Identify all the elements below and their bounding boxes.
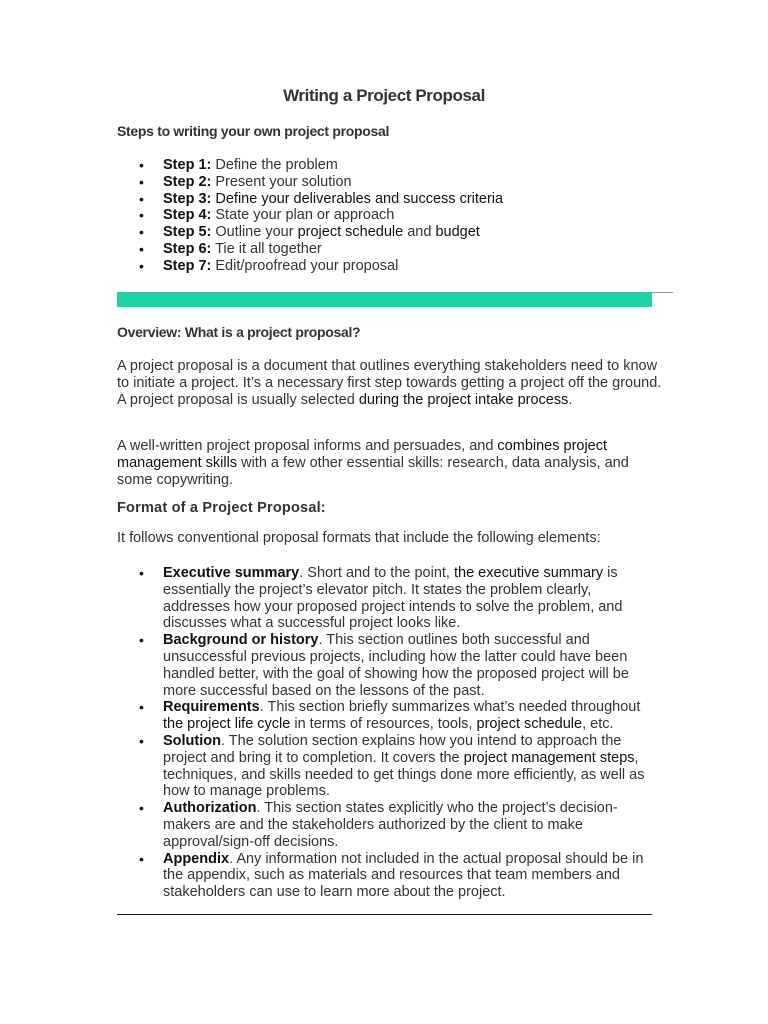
- body-text: Define the problem: [211, 157, 338, 173]
- step-item: [117, 258, 657, 275]
- inline-link[interactable]: project management steps: [463, 749, 635, 766]
- element-item: [117, 733, 657, 800]
- step-item: [117, 224, 657, 241]
- overview-paragraph-1: [117, 358, 662, 408]
- body-text: A well-written project proposal informs and persuades, and: [117, 438, 498, 454]
- inline-link[interactable]: during the project intake process: [358, 391, 569, 408]
- body-text: . Any information not included in the actual proposal should be in the appendix, such as materials and resources that team members and stakeholders can use to learn more about the project.: [163, 850, 644, 901]
- body-text: Edit/proofread your proposal: [211, 257, 399, 274]
- body-text: . Short and to the point,: [299, 565, 454, 581]
- inline-link[interactable]: the executive summary: [454, 565, 604, 581]
- element-item: [117, 800, 657, 850]
- element-item: [117, 851, 657, 901]
- format-heading: Format of a Project Proposal:: [117, 500, 326, 516]
- document-title: Writing a Project Proposal: [283, 86, 485, 105]
- body-text: .: [568, 391, 573, 408]
- divider-line: [652, 292, 673, 293]
- step-item-label: Step 6:: [163, 240, 212, 257]
- body-text: Outline your: [211, 224, 298, 241]
- body-text: . This section outlines both successful and unsuccessful previous projects, including how the latter could have been handled better, with the goal of showing how the proposed project will be more successful based on the lessons of the past.: [163, 632, 629, 699]
- body-text: in terms of resources, tools,: [290, 716, 477, 733]
- step-item-label: Step 1:: [163, 157, 212, 173]
- body-text: . This section briefly summarizes what’s needed throughout: [259, 699, 641, 716]
- step-item-label: Step 5:: [163, 224, 212, 241]
- step-item: [117, 207, 657, 224]
- step-item-label: Step 2:: [163, 173, 212, 190]
- step-item: [117, 174, 657, 191]
- step-item: [117, 241, 657, 258]
- bottom-rule: [117, 914, 652, 915]
- element-item-label: Authorization: [163, 800, 257, 817]
- step-item-label: Step 7:: [163, 257, 212, 274]
- element-item-label: Requirements: [163, 699, 260, 716]
- inline-link[interactable]: Define your deliverables and success criteria: [215, 190, 504, 207]
- overview-paragraph-2: [117, 438, 662, 488]
- step-item: [117, 191, 657, 208]
- body-text: . This section states explicitly who the project’s decision-makers are and the stakeholders authorized by the client to make approval/sign-off decisions.: [163, 800, 618, 850]
- body-text: A project proposal is a document that outlines everything stakeholders need to know to initiate a project. It’s a necessary first step towards getting a project off the ground. A project proposal is usually selected: [117, 358, 662, 408]
- inline-link[interactable]: combines project management skills: [117, 438, 608, 471]
- step-item: [117, 157, 657, 174]
- body-text: , etc.: [582, 716, 614, 733]
- step-item-label: Step 4:: [163, 207, 212, 224]
- element-item-label: Executive summary: [163, 565, 300, 581]
- inline-link[interactable]: budget: [435, 224, 480, 241]
- body-text: and: [403, 224, 436, 241]
- body-text: Tie it all together: [211, 240, 322, 257]
- inline-link[interactable]: project schedule: [297, 224, 404, 241]
- element-item: [117, 632, 657, 699]
- inline-link[interactable]: the project life cycle: [163, 716, 291, 733]
- element-item-label: Background or history: [163, 632, 319, 649]
- element-item: [117, 565, 657, 632]
- element-item: [117, 699, 657, 733]
- overview-heading: Overview: What is a project proposal?: [117, 324, 361, 340]
- body-text: is essentially the project’s elevator pitch. It states the problem clearly, addresses how your proposed project intends to solve the problem, and discusses what a successful project looks like.: [163, 565, 623, 632]
- steps-list: [117, 157, 657, 275]
- body-text: . The solution section explains how you intend to approach the project and bring it to completion. It covers the: [163, 732, 622, 766]
- element-item-label: Appendix: [163, 850, 230, 867]
- inline-link[interactable]: project schedule: [476, 716, 583, 733]
- body-text: , techniques, and skills needed to get things done more efficiently, as well as how to manage problems.: [163, 749, 645, 800]
- step-item-label: Step 3:: [163, 190, 212, 207]
- elements-list: [117, 565, 657, 901]
- section-divider: [117, 292, 673, 308]
- body-text: with a few other essential skills: research, data analysis, and some copywriting.: [117, 454, 629, 488]
- steps-heading: Steps to writing your own project proposal: [117, 123, 390, 139]
- body-text: Present your solution: [211, 173, 352, 190]
- element-item-label: Solution: [163, 732, 221, 749]
- divider-bar: [117, 292, 652, 307]
- format-intro: It follows conventional proposal formats that include the following elements:: [117, 530, 601, 546]
- body-text: State your plan or approach: [211, 207, 395, 224]
